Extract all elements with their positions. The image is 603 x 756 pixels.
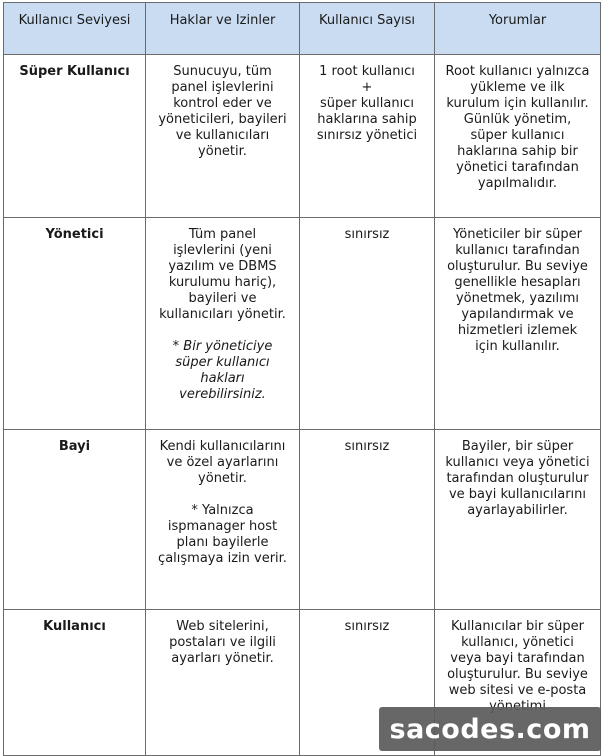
- header-user-level: Kullanıcı Seviyesi: [4, 3, 146, 55]
- rights-cell: [146, 610, 300, 756]
- table-row: [4, 430, 601, 610]
- comment-cell: Root kullanıcı yalnızca yükleme ve ilk kurulum için kullanılır. Günlük yönetim, süper kullanıcı haklarına sahip bir yönetici tarafından yapılmalıdır.: [435, 55, 601, 218]
- rights-cell: [146, 430, 300, 610]
- level-cell: Süper Kullanıcı: [4, 55, 146, 218]
- header-row: [4, 3, 601, 55]
- rights-text: Kendi kullanıcılarını ve özel ayarlarını yönetir.: [159, 439, 286, 486]
- count-cell: sınırsız: [300, 610, 435, 756]
- header-comments: Yorumlar: [435, 3, 601, 55]
- watermark-text: sacodes.com: [389, 713, 591, 745]
- level-cell: Kullanıcı: [4, 610, 146, 756]
- rights-cell: [146, 218, 300, 430]
- count-text: 1 root kullanıcı: [319, 64, 415, 79]
- rights-cell: [146, 55, 300, 218]
- table-row: [4, 218, 601, 430]
- rights-text: Tüm panel işlevlerini (yeni yazılım ve DBMS kurulumu hariç), bayileri ve kullanıcıları yönetir.: [159, 227, 286, 322]
- comment-cell: Bayiler, bir süper kullanıcı veya yönetici tarafından oluşturulur ve bayi kullanıcılarını ayarlayabilirler.: [435, 430, 601, 610]
- rights-note: * Bir yöneticiye süper kullanıcı hakları verebilirsiniz.: [172, 339, 273, 402]
- permissions-table: [3, 2, 601, 756]
- count-text-2: süper kullanıcı haklarına sahip sınırsız yönetici: [316, 96, 418, 143]
- count-cell: [300, 55, 435, 218]
- header-user-count: Kullanıcı Sayısı: [300, 3, 435, 55]
- watermark-logo: [379, 707, 601, 751]
- rights-note: * Yalnızca ispmanager host planı bayilerle çalışmaya izin verir.: [158, 503, 287, 566]
- header-rights: Haklar ve Izinler: [146, 3, 300, 55]
- level-cell: Yönetici: [4, 218, 146, 430]
- rights-text: Web sitelerini, postaları ve ilgili ayarları yönetir.: [169, 619, 276, 666]
- count-cell: sınırsız: [300, 430, 435, 610]
- table-row: [4, 55, 601, 218]
- plus-sign: +: [361, 80, 373, 95]
- level-cell: Bayi: [4, 430, 146, 610]
- count-cell: sınırsız: [300, 218, 435, 430]
- comment-cell: Kullanıcılar bir süper kullanıcı, yönetici veya bayi tarafından oluşturulur. Bu seviye web sitesi ve e-posta: [435, 610, 601, 756]
- rights-text: Sunucuyu, tüm panel işlevlerini kontrol eder ve yöneticileri, bayileri ve kullanıcıları yönetir.: [158, 64, 287, 159]
- comment-cell: Yöneticiler bir süper kullanıcı tarafından oluşturulur. Bu seviye genellikle hesapları yönetmek, yazılımı yapılandırmak ve hizmetleri izlemek için kullanılır.: [435, 218, 601, 430]
